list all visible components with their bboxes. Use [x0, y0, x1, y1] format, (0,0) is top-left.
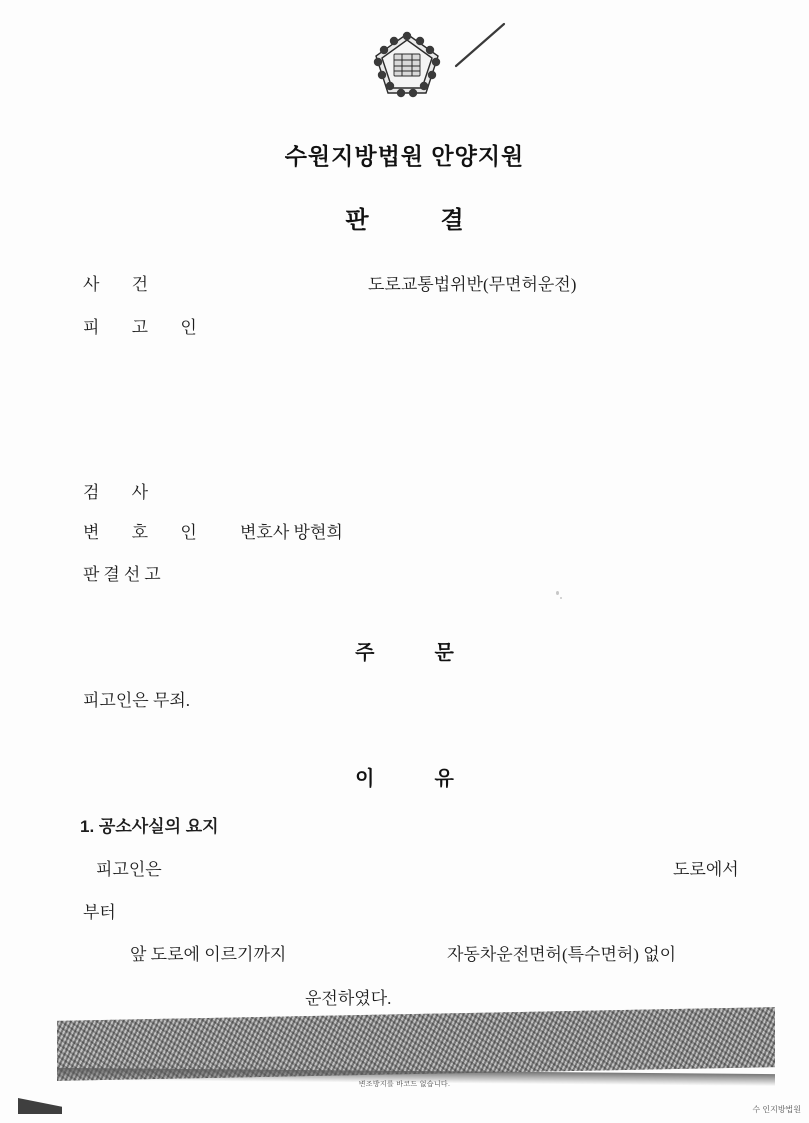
- field-label-prosecutor: 검 사: [83, 483, 163, 502]
- charge-line-4: 운전하였다.: [305, 989, 392, 1008]
- field-row-defense-counsel: [83, 518, 211, 543]
- charge-summary-heading: 1. 공소사실의 요지: [80, 817, 219, 836]
- charge-line-1b: 도로에서: [673, 860, 739, 879]
- section-heading-order: [0, 636, 809, 665]
- scan-speck: [556, 591, 559, 595]
- charge-line-2: 부터: [83, 903, 116, 922]
- field-label-defendant: 피 고 인: [83, 318, 211, 337]
- pen-stroke-mark: [452, 20, 512, 70]
- document-title: [0, 200, 809, 235]
- section-heading-reason: [0, 762, 809, 791]
- order-text: 피고인은 무죄.: [83, 691, 191, 710]
- scan-toner-band: [57, 1007, 775, 1081]
- field-row-defendant: [83, 313, 211, 338]
- field-row-sentencing-date: [83, 560, 193, 585]
- charge-line-1a: 피고인은: [96, 860, 162, 879]
- document-title-char-1: 판: [345, 207, 369, 234]
- field-row-prosecutor: [83, 478, 193, 503]
- charge-line-3a: 앞 도로에 이르기까지: [130, 945, 287, 964]
- field-row-case: [83, 270, 193, 295]
- scan-corner-mark: [18, 1098, 62, 1114]
- field-label-sentencing-date: 판결선고: [83, 565, 165, 584]
- field-label-defense-counsel: 변 호 인: [83, 523, 211, 542]
- section-heading-reason-char-1: 이: [355, 768, 375, 790]
- field-label-case: 사 건: [83, 275, 163, 294]
- scan-speck: [560, 597, 562, 599]
- section-heading-order-char-2: 문: [434, 642, 454, 664]
- charge-line-3b: 자동차운전면허(특수면허) 없이: [447, 945, 677, 964]
- section-heading-reason-char-2: 유: [434, 768, 454, 790]
- field-value-defense-counsel: 변호사 방현희: [240, 523, 343, 542]
- anti-forgery-microtext: 변조방지를 바코드 없습니다.: [358, 1081, 451, 1088]
- court-name: 수원지방법원 안양지원: [284, 143, 525, 169]
- document-title-char-2: 결: [440, 207, 464, 234]
- section-heading-order-char-1: 주: [355, 642, 375, 664]
- field-value-case: 도로교통법위반(무면허운전): [368, 275, 577, 294]
- edge-note: 수 인지방법원: [752, 1105, 801, 1114]
- court-emblem-icon: [372, 30, 442, 102]
